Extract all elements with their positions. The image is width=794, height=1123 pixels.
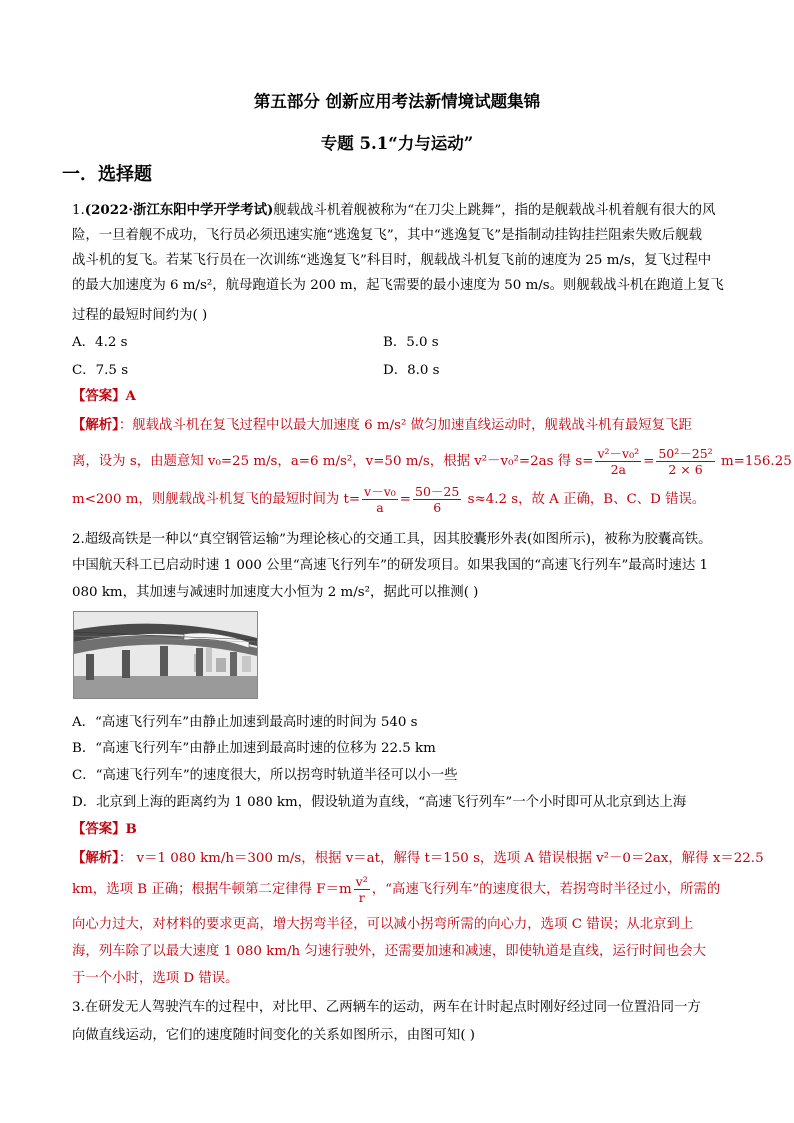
q2-explanation-line-2: km，选项 B 正确；根据牛顿第二定律得 F＝m $\frac{\text{v²}}{r}$ ，“高速飞行列车”的速度很大，若拐弯时半径过小，所需的 xyxy=(72,874,721,905)
maglev-illustration xyxy=(74,612,257,698)
q1-line-1: 1.(2022·浙江东阳中学开学考试)舰载战斗机着舰被称为“在刀尖上跳舞”，指的是舰载战斗机着舰有很大的风 xyxy=(72,202,716,218)
q1-option-d: D．8.0 s xyxy=(383,363,440,378)
part-title: 第五部分 创新应用考法新情境试题集锦 xyxy=(253,92,541,111)
q1-explanation-line-3: m<200 m，则舰载战斗机复飞的最短时间为 t= $\frac{\text{v－v₀}}{a}$ = $\frac{50-25}{6}$ s≈4.2 s，故 A 正确，B、C、D 错误。 xyxy=(72,484,706,515)
q2-explanation-line-3: 向心力过大，对材料的要求更高，增大拐弯半径，可以减小拐弯所需的向心力，选项 C 错误；从北京到上 xyxy=(72,917,694,932)
q2-option-d: D．北京到上海的距离约为 1 080 km，假设轨道为直线，“高速飞行列车”一个小时即可从北京到达上海 xyxy=(72,795,687,810)
q2-explanation-line-5: 于一个小时，选项 D 错误。 xyxy=(72,971,239,986)
q2-explanation-line-1: 【解析】： v＝1 080 km/h＝300 m/s，根据 v＝at，解得 t＝150 s，选项 A 错误根据 v²－0＝2ax，解得 x＝22.5 xyxy=(72,850,764,866)
q1-option-c: C．7.5 s xyxy=(72,363,129,378)
q1-answer: 【答案】A xyxy=(72,388,136,404)
q1-line-4: 的最大加速度为 6 m/s²，航母跑道长为 200 m，起飞需要的最小速度为 50 m/s。则舰载战斗机在跑道上复飞 xyxy=(72,278,724,293)
section-heading: 一．选择题 xyxy=(62,164,152,185)
q2-option-c: C．“高速飞行列车”的速度很大，所以拐弯时轨道半径可以小一些 xyxy=(72,768,458,783)
q1-fraction-4: $\frac{50-25}{6}$ xyxy=(415,484,460,515)
maglev-train-photo xyxy=(73,611,258,699)
q1-option-a: A．4.2 s xyxy=(72,335,128,350)
q2-fraction: $\frac{\text{v²}}{r}$ xyxy=(355,874,368,905)
topic-title: 专题 5.1“力与运动” xyxy=(320,134,474,153)
q2-answer: 【答案】B xyxy=(72,821,137,837)
q3-line-2: 向做直线运动，它们的速度随时间变化的关系如图所示，由图可知( ) xyxy=(72,1028,476,1043)
q3-line-1: 3.在研发无人驾驶汽车的过程中，对比甲、乙两辆车的运动，两车在计时起点时刚好经过同一位置沿同一方 xyxy=(72,1000,701,1015)
q2-option-b: B．“高速飞行列车”由静止加速到最高时速的位移为 22.5 km xyxy=(72,741,436,756)
q1-explanation-line-1: 【解析】：舰载战斗机在复飞过程中以最大加速度 6 m/s² 做匀加速直线运动时，舰载战斗机有最短复飞距 xyxy=(72,417,692,433)
q1-line-5: 过程的最短时间约为( ) xyxy=(72,308,208,323)
q2-option-a: A．“高速飞行列车”由静止加速到最高时速的时间为 540 s xyxy=(72,715,418,730)
q1-line-2: 险，一旦着舰不成功，飞行员必须迅速实施“逃逸复飞”，其中“逃逸复飞”是指制动挂钩挂拦阻索失败后舰载 xyxy=(72,228,702,243)
q1-fraction-2: $\frac{\text{50²－25²}}{2 \times 6}$ xyxy=(658,446,713,477)
q2-explanation-line-4: 海，列车除了以最大速度 1 080 km/h 匀速行驶外，还需要加速和减速，即使轨道是直线，运行时间也会大 xyxy=(72,944,707,959)
q2-line-2: 中国航天科工已启动时速 1 000 公里“高速飞行列车”的研发项目。如果我国的“高速飞行列车”最高时速达 1 xyxy=(72,558,709,573)
q2-line-3: 080 km，其加速与减速时加速度大小恒为 2 m/s²，据此可以推测( ) xyxy=(72,585,479,600)
q1-fraction-3: $\frac{\text{v－v₀}}{a}$ xyxy=(364,484,396,515)
q1-line-3: 战斗机的复飞。若某飞行员在一次训练“逃逸复飞”科目时，舰载战斗机复飞前的速度为 25 m/s，复飞过程中 xyxy=(72,253,712,268)
q1-source: (2022·浙江东阳中学开学考试) xyxy=(84,202,274,218)
q2-line-1: 2.超级高铁是一种以“真空钢管运输”为理论核心的交通工具，因其胶囊形外表(如图所示)，被称为胶囊高铁。 xyxy=(72,532,712,547)
q1-fraction-1: $\frac{\text{v²－v₀²}}{2a}$ xyxy=(597,446,640,477)
q1-option-b: B．5.0 s xyxy=(383,335,439,350)
q1-explanation-line-2: 离，设为 s，由题意知 v₀=25 m/s，a=6 m/s²，v=50 m/s，根据 v²－v₀²=2as 得 s= $\frac{\text{v²－v₀²}}{2a}$ = $\frac{\text{50²－25²}}{2 \times 6}$ m=156.25 xyxy=(72,446,792,477)
